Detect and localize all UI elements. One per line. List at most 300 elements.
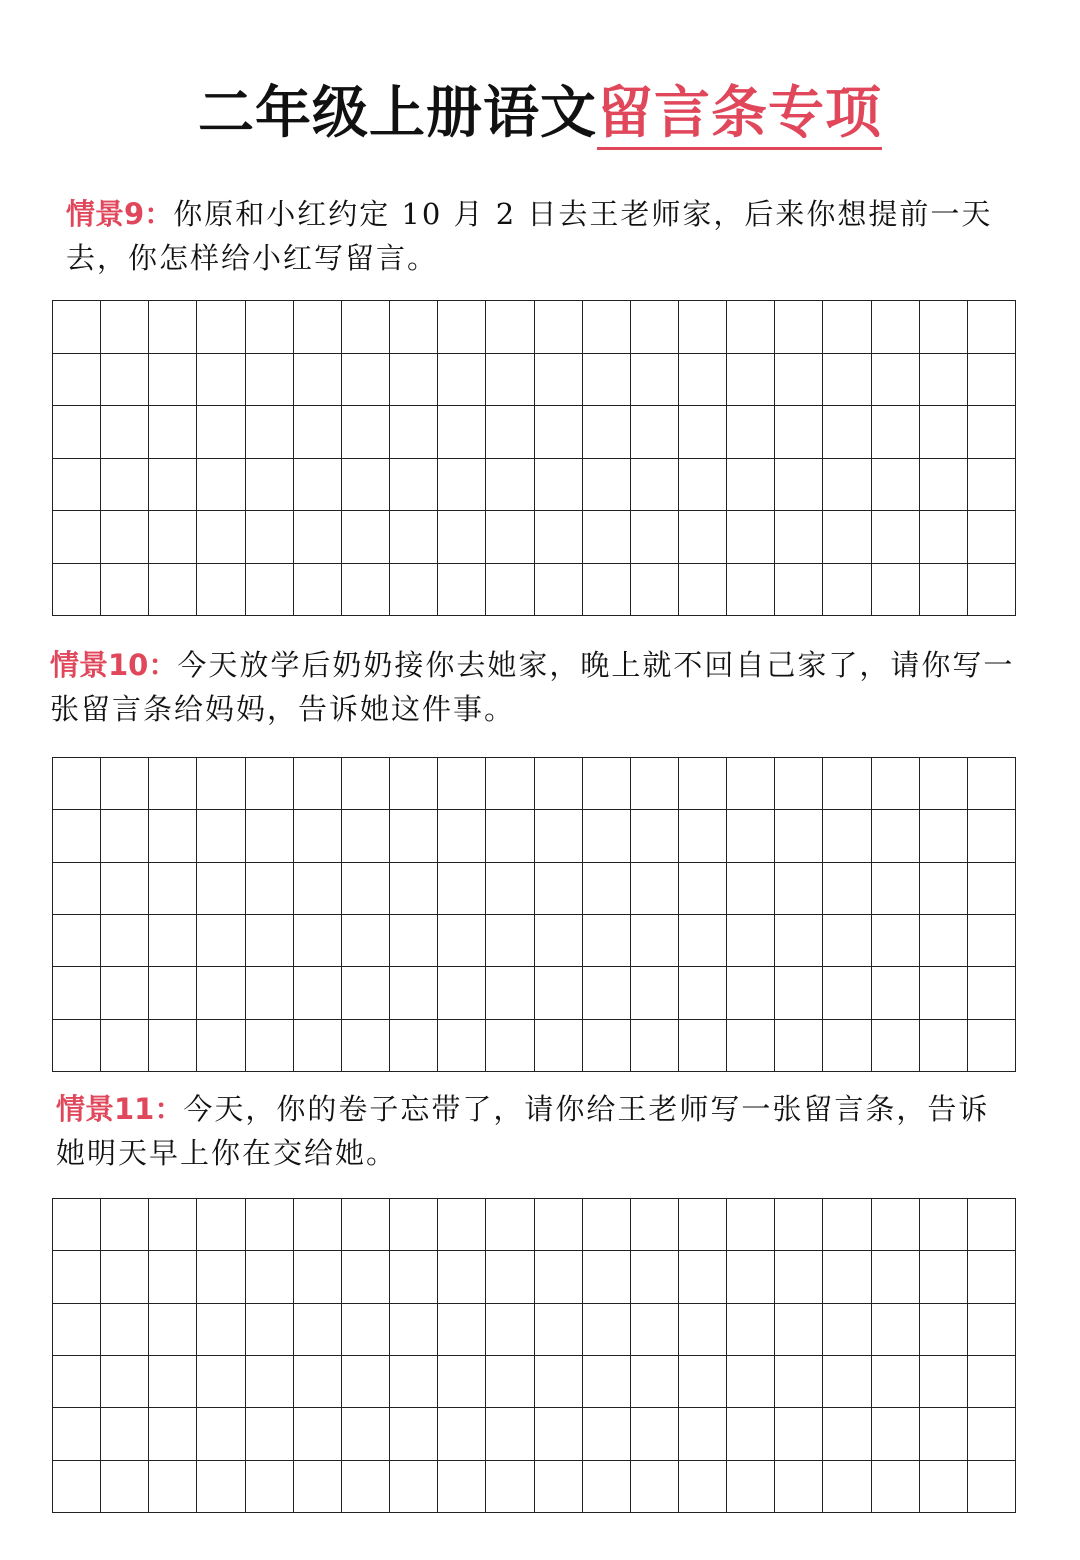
grid-cell[interactable] [390,406,438,459]
grid-cell[interactable] [101,810,149,862]
grid-cell[interactable] [727,1356,775,1408]
grid-cell[interactable] [535,915,583,967]
grid-cell[interactable] [294,564,342,617]
grid-cell[interactable] [679,459,727,512]
grid-cell[interactable] [920,758,968,810]
grid-cell[interactable] [775,1461,823,1513]
grid-cell[interactable] [968,1251,1016,1303]
grid-cell[interactable] [294,406,342,459]
grid-cell[interactable] [727,511,775,564]
grid-cell[interactable] [920,967,968,1019]
grid-cell[interactable] [823,1408,871,1460]
grid-cell[interactable] [679,915,727,967]
grid-cell[interactable] [486,511,534,564]
grid-cell[interactable] [968,1304,1016,1356]
grid-cell[interactable] [101,301,149,354]
grid-cell[interactable] [679,758,727,810]
grid-cell[interactable] [390,1020,438,1072]
grid-cell[interactable] [679,564,727,617]
grid-cell[interactable] [390,967,438,1019]
grid-cell[interactable] [246,863,294,915]
grid-cell[interactable] [920,301,968,354]
grid-cell[interactable] [872,301,920,354]
grid-cell[interactable] [535,967,583,1019]
grid-cell[interactable] [535,406,583,459]
grid-cell[interactable] [872,1356,920,1408]
grid-cell[interactable] [294,1408,342,1460]
grid-cell[interactable] [101,915,149,967]
grid-cell[interactable] [535,863,583,915]
grid-cell[interactable] [390,1356,438,1408]
grid-cell[interactable] [727,1251,775,1303]
grid-cell[interactable] [872,810,920,862]
grid-cell[interactable] [149,511,197,564]
grid-cell[interactable] [101,1020,149,1072]
grid-cell[interactable] [727,1020,775,1072]
grid-cell[interactable] [823,301,871,354]
grid-cell[interactable] [968,1408,1016,1460]
grid-cell[interactable] [53,1020,101,1072]
grid-cell[interactable] [197,1356,245,1408]
grid-cell[interactable] [53,967,101,1019]
grid-cell[interactable] [438,1199,486,1251]
grid-cell[interactable] [486,810,534,862]
grid-cell[interactable] [101,863,149,915]
grid-cell[interactable] [872,511,920,564]
grid-cell[interactable] [390,511,438,564]
grid-cell[interactable] [535,758,583,810]
grid-cell[interactable] [583,511,631,564]
grid-cell[interactable] [631,1304,679,1356]
grid-cell[interactable] [246,810,294,862]
grid-cell[interactable] [535,1408,583,1460]
grid-cell[interactable] [583,406,631,459]
grid-cell[interactable] [486,1251,534,1303]
grid-cell[interactable] [823,564,871,617]
grid-cell[interactable] [727,354,775,407]
grid-cell[interactable] [149,1251,197,1303]
grid-cell[interactable] [535,564,583,617]
grid-cell[interactable] [246,406,294,459]
grid-cell[interactable] [53,1251,101,1303]
grid-cell[interactable] [342,1304,390,1356]
grid-cell[interactable] [872,1461,920,1513]
grid-cell[interactable] [823,915,871,967]
grid-cell[interactable] [872,564,920,617]
grid-cell[interactable] [149,1461,197,1513]
grid-cell[interactable] [872,758,920,810]
grid-cell[interactable] [438,459,486,512]
grid-cell[interactable] [197,354,245,407]
grid-cell[interactable] [101,1356,149,1408]
grid-cell[interactable] [486,758,534,810]
grid-cell[interactable] [342,459,390,512]
grid-cell[interactable] [727,459,775,512]
grid-cell[interactable] [149,863,197,915]
grid-cell[interactable] [390,863,438,915]
grid-cell[interactable] [149,301,197,354]
grid-cell[interactable] [727,564,775,617]
grid-cell[interactable] [438,1356,486,1408]
grid-cell[interactable] [342,1199,390,1251]
grid-cell[interactable] [968,1356,1016,1408]
grid-cell[interactable] [486,1461,534,1513]
grid-cell[interactable] [294,1356,342,1408]
grid-cell[interactable] [535,1461,583,1513]
grid-cell[interactable] [823,1251,871,1303]
grid-cell[interactable] [390,1304,438,1356]
grid-cell[interactable] [968,915,1016,967]
grid-cell[interactable] [727,406,775,459]
grid-cell[interactable] [823,1199,871,1251]
grid-cell[interactable] [342,810,390,862]
grid-cell[interactable] [535,459,583,512]
grid-cell[interactable] [775,354,823,407]
grid-cell[interactable] [823,810,871,862]
grid-cell[interactable] [486,967,534,1019]
grid-cell[interactable] [872,354,920,407]
grid-cell[interactable] [583,564,631,617]
grid-cell[interactable] [486,1356,534,1408]
grid-cell[interactable] [246,564,294,617]
grid-cell[interactable] [294,863,342,915]
grid-cell[interactable] [342,1408,390,1460]
grid-cell[interactable] [342,915,390,967]
grid-cell[interactable] [53,863,101,915]
grid-cell[interactable] [727,1304,775,1356]
grid-cell[interactable] [775,1356,823,1408]
grid-cell[interactable] [390,915,438,967]
grid-cell[interactable] [823,1356,871,1408]
grid-cell[interactable] [583,459,631,512]
grid-cell[interactable] [775,915,823,967]
grid-cell[interactable] [920,564,968,617]
grid-cell[interactable] [631,1408,679,1460]
grid-cell[interactable] [823,758,871,810]
grid-cell[interactable] [390,564,438,617]
grid-cell[interactable] [727,1199,775,1251]
grid-cell[interactable] [775,511,823,564]
grid-cell[interactable] [872,967,920,1019]
grid-cell[interactable] [390,301,438,354]
grid-cell[interactable] [679,967,727,1019]
grid-cell[interactable] [823,1020,871,1072]
grid-cell[interactable] [197,564,245,617]
grid-cell[interactable] [294,915,342,967]
grid-cell[interactable] [823,967,871,1019]
grid-cell[interactable] [438,301,486,354]
grid-cell[interactable] [679,1408,727,1460]
grid-cell[interactable] [872,1304,920,1356]
grid-cell[interactable] [53,1408,101,1460]
grid-cell[interactable] [101,511,149,564]
grid-cell[interactable] [101,1461,149,1513]
grid-cell[interactable] [438,354,486,407]
grid-cell[interactable] [197,863,245,915]
grid-cell[interactable] [679,1356,727,1408]
grid-cell[interactable] [920,1408,968,1460]
grid-cell[interactable] [872,1408,920,1460]
grid-cell[interactable] [486,406,534,459]
grid-cell[interactable] [631,406,679,459]
grid-cell[interactable] [535,1251,583,1303]
grid-cell[interactable] [968,354,1016,407]
grid-cell[interactable] [823,354,871,407]
grid-cell[interactable] [149,1408,197,1460]
grid-cell[interactable] [631,459,679,512]
grid-cell[interactable] [149,915,197,967]
grid-cell[interactable] [775,1304,823,1356]
grid-cell[interactable] [197,406,245,459]
grid-cell[interactable] [920,354,968,407]
grid-cell[interactable] [246,967,294,1019]
grid-cell[interactable] [342,967,390,1019]
grid-cell[interactable] [101,1199,149,1251]
grid-cell[interactable] [342,301,390,354]
grid-cell[interactable] [872,863,920,915]
grid-cell[interactable] [53,354,101,407]
grid-cell[interactable] [149,354,197,407]
grid-cell[interactable] [583,354,631,407]
grid-cell[interactable] [872,1199,920,1251]
grid-cell[interactable] [583,1020,631,1072]
grid-cell[interactable] [968,301,1016,354]
grid-cell[interactable] [727,810,775,862]
grid-cell[interactable] [101,758,149,810]
grid-cell[interactable] [197,810,245,862]
grid-cell[interactable] [342,406,390,459]
grid-cell[interactable] [390,810,438,862]
grid-cell[interactable] [727,967,775,1019]
grid-cell[interactable] [486,915,534,967]
grid-cell[interactable] [920,406,968,459]
grid-cell[interactable] [342,863,390,915]
grid-cell[interactable] [390,758,438,810]
grid-cell[interactable] [631,915,679,967]
grid-cell[interactable] [197,511,245,564]
grid-cell[interactable] [438,758,486,810]
grid-cell[interactable] [53,1199,101,1251]
grid-cell[interactable] [920,1199,968,1251]
grid-cell[interactable] [920,1304,968,1356]
grid-cell[interactable] [53,810,101,862]
grid-cell[interactable] [679,810,727,862]
grid-cell[interactable] [53,758,101,810]
grid-cell[interactable] [486,564,534,617]
grid-cell[interactable] [197,301,245,354]
grid-cell[interactable] [342,1461,390,1513]
grid-cell[interactable] [968,863,1016,915]
grid-cell[interactable] [486,459,534,512]
grid-cell[interactable] [823,1461,871,1513]
grid-cell[interactable] [486,1020,534,1072]
grid-cell[interactable] [727,1461,775,1513]
grid-cell[interactable] [535,1199,583,1251]
grid-cell[interactable] [583,1199,631,1251]
grid-cell[interactable] [294,301,342,354]
grid-cell[interactable] [197,915,245,967]
grid-cell[interactable] [246,1356,294,1408]
grid-cell[interactable] [535,1020,583,1072]
grid-cell[interactable] [246,511,294,564]
grid-cell[interactable] [294,1251,342,1303]
grid-cell[interactable] [535,354,583,407]
grid-cell[interactable] [197,459,245,512]
grid-cell[interactable] [53,564,101,617]
grid-cell[interactable] [679,1020,727,1072]
grid-cell[interactable] [968,967,1016,1019]
grid-cell[interactable] [486,1199,534,1251]
grid-cell[interactable] [775,810,823,862]
grid-cell[interactable] [775,863,823,915]
grid-cell[interactable] [823,511,871,564]
grid-cell[interactable] [920,459,968,512]
grid-cell[interactable] [583,1356,631,1408]
grid-cell[interactable] [438,1461,486,1513]
grid-cell[interactable] [583,1304,631,1356]
grid-cell[interactable] [294,1199,342,1251]
grid-cell[interactable] [438,511,486,564]
grid-cell[interactable] [294,1461,342,1513]
grid-cell[interactable] [631,1356,679,1408]
grid-cell[interactable] [246,1304,294,1356]
grid-cell[interactable] [149,1199,197,1251]
grid-cell[interactable] [535,810,583,862]
grid-cell[interactable] [679,1461,727,1513]
grid-cell[interactable] [631,758,679,810]
grid-cell[interactable] [294,758,342,810]
grid-cell[interactable] [197,967,245,1019]
grid-cell[interactable] [968,564,1016,617]
grid-cell[interactable] [775,1199,823,1251]
grid-cell[interactable] [679,1304,727,1356]
grid-cell[interactable] [486,301,534,354]
grid-cell[interactable] [823,459,871,512]
grid-cell[interactable] [679,406,727,459]
grid-cell[interactable] [679,1199,727,1251]
grid-cell[interactable] [823,1304,871,1356]
grid-cell[interactable] [679,863,727,915]
grid-cell[interactable] [438,810,486,862]
grid-cell[interactable] [920,863,968,915]
grid-cell[interactable] [149,810,197,862]
grid-cell[interactable] [294,967,342,1019]
grid-cell[interactable] [438,1304,486,1356]
grid-cell[interactable] [246,459,294,512]
grid-cell[interactable] [727,915,775,967]
grid-cell[interactable] [246,1199,294,1251]
grid-cell[interactable] [631,1020,679,1072]
grid-cell[interactable] [294,1020,342,1072]
grid-cell[interactable] [775,1251,823,1303]
grid-cell[interactable] [149,564,197,617]
grid-cell[interactable] [486,1304,534,1356]
grid-cell[interactable] [679,511,727,564]
grid-cell[interactable] [535,511,583,564]
grid-cell[interactable] [246,758,294,810]
grid-cell[interactable] [920,1251,968,1303]
grid-cell[interactable] [679,354,727,407]
grid-cell[interactable] [583,1251,631,1303]
grid-cell[interactable] [727,863,775,915]
grid-cell[interactable] [535,1356,583,1408]
grid-cell[interactable] [872,1251,920,1303]
grid-cell[interactable] [438,967,486,1019]
grid-cell[interactable] [438,1408,486,1460]
grid-cell[interactable] [775,1408,823,1460]
grid-cell[interactable] [583,1408,631,1460]
grid-cell[interactable] [390,459,438,512]
grid-cell[interactable] [775,1020,823,1072]
grid-cell[interactable] [631,301,679,354]
grid-cell[interactable] [968,1199,1016,1251]
grid-cell[interactable] [679,1251,727,1303]
grid-cell[interactable] [149,406,197,459]
grid-cell[interactable] [631,967,679,1019]
writing-grid-11[interactable] [52,1198,1016,1513]
grid-cell[interactable] [390,1251,438,1303]
grid-cell[interactable] [390,1408,438,1460]
grid-cell[interactable] [197,1408,245,1460]
grid-cell[interactable] [246,1020,294,1072]
grid-cell[interactable] [823,863,871,915]
grid-cell[interactable] [438,1020,486,1072]
grid-cell[interactable] [101,1304,149,1356]
grid-cell[interactable] [390,354,438,407]
grid-cell[interactable] [583,1461,631,1513]
grid-cell[interactable] [53,1356,101,1408]
grid-cell[interactable] [535,1304,583,1356]
grid-cell[interactable] [197,1251,245,1303]
grid-cell[interactable] [968,758,1016,810]
grid-cell[interactable] [246,1461,294,1513]
grid-cell[interactable] [631,1251,679,1303]
grid-cell[interactable] [727,758,775,810]
grid-cell[interactable] [246,915,294,967]
grid-cell[interactable] [920,1020,968,1072]
grid-cell[interactable] [342,511,390,564]
grid-cell[interactable] [872,915,920,967]
grid-cell[interactable] [246,1251,294,1303]
grid-cell[interactable] [631,863,679,915]
grid-cell[interactable] [149,1020,197,1072]
grid-cell[interactable] [438,915,486,967]
grid-cell[interactable] [968,511,1016,564]
grid-cell[interactable] [775,301,823,354]
grid-cell[interactable] [583,810,631,862]
grid-cell[interactable] [872,1020,920,1072]
grid-cell[interactable] [486,863,534,915]
grid-cell[interactable] [53,511,101,564]
grid-cell[interactable] [968,406,1016,459]
grid-cell[interactable] [53,459,101,512]
grid-cell[interactable] [53,406,101,459]
grid-cell[interactable] [775,406,823,459]
grid-cell[interactable] [197,1461,245,1513]
grid-cell[interactable] [101,564,149,617]
grid-cell[interactable] [294,354,342,407]
grid-cell[interactable] [53,301,101,354]
grid-cell[interactable] [968,1461,1016,1513]
grid-cell[interactable] [968,1020,1016,1072]
grid-cell[interactable] [294,1304,342,1356]
grid-cell[interactable] [149,758,197,810]
grid-cell[interactable] [631,564,679,617]
grid-cell[interactable] [486,1408,534,1460]
grid-cell[interactable] [631,354,679,407]
grid-cell[interactable] [197,1304,245,1356]
grid-cell[interactable] [438,564,486,617]
